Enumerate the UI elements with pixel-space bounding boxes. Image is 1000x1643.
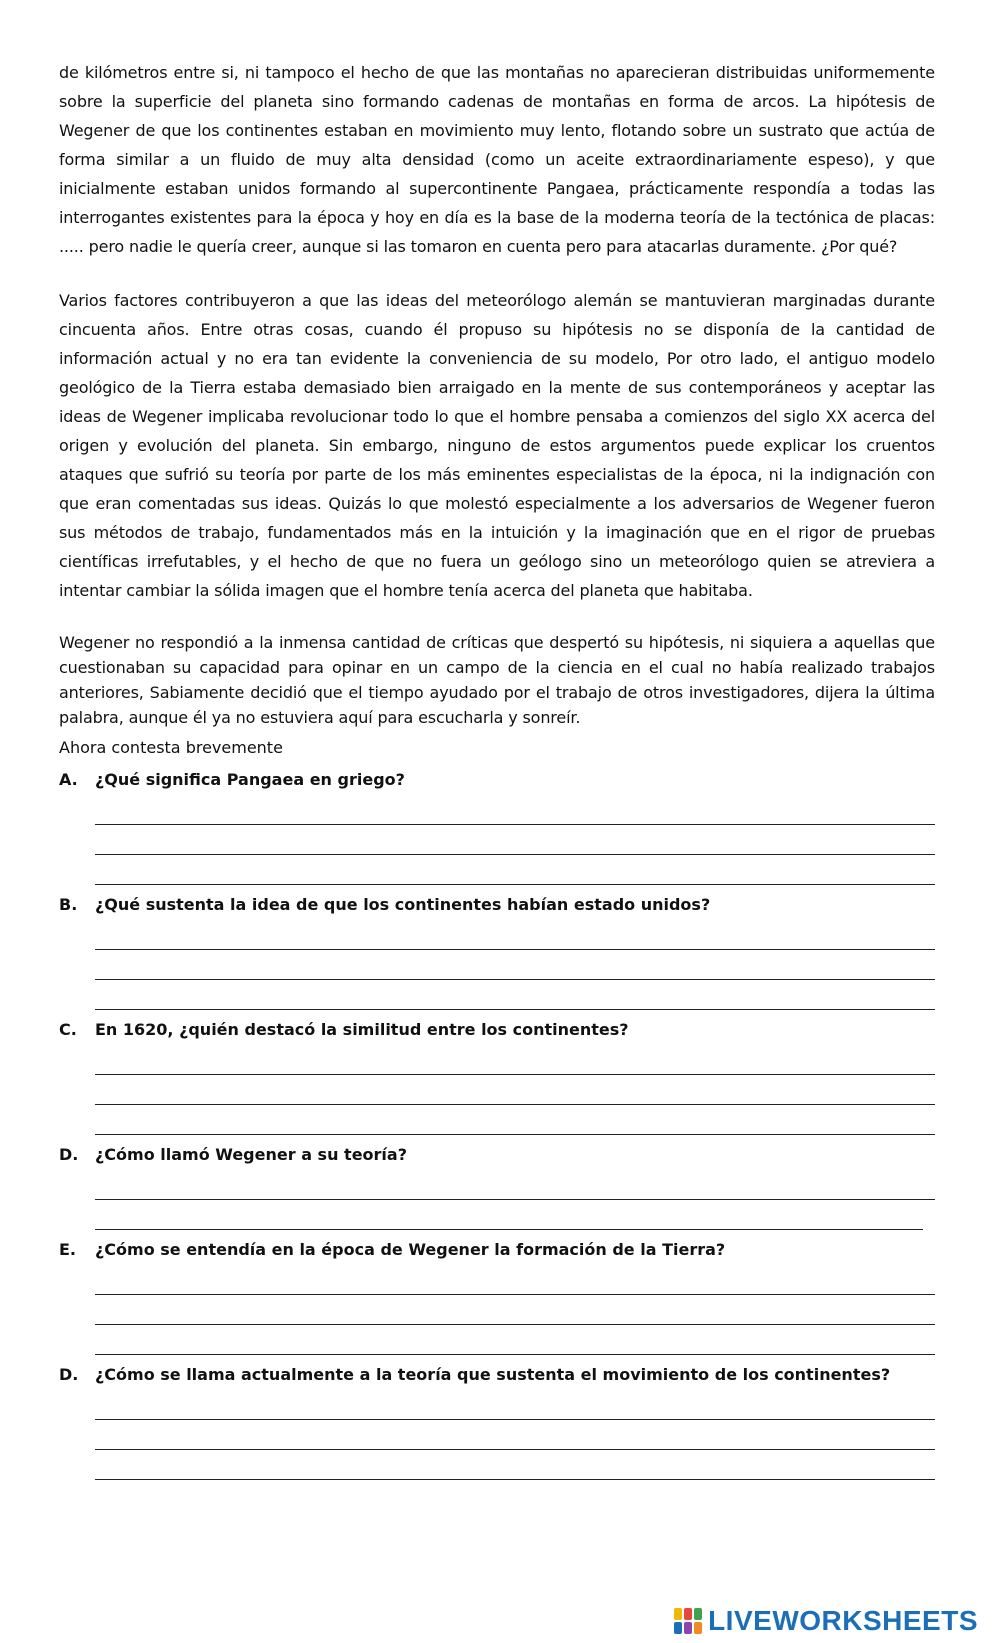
question-letter: D. xyxy=(59,1365,79,1384)
answer-line[interactable] xyxy=(95,1075,935,1105)
answer-line[interactable] xyxy=(95,980,935,1010)
question-d xyxy=(59,1143,935,1230)
question-text: ¿Cómo llamó Wegener a su teoría? xyxy=(95,1145,407,1164)
worksheet-page xyxy=(59,58,935,1480)
question-e xyxy=(59,1238,935,1355)
question-a xyxy=(59,768,935,885)
answer-line[interactable] xyxy=(95,1200,923,1230)
question-text: En 1620, ¿quién destacó la similitud entre los continentes? xyxy=(95,1020,629,1039)
question-c xyxy=(59,1018,935,1135)
question-text: ¿Cómo se entendía en la época de Wegener la formación de la Tierra? xyxy=(95,1240,726,1259)
answer-line[interactable] xyxy=(95,1167,935,1200)
question-letter: C. xyxy=(59,1020,77,1039)
paragraph-2: Varios factores contribuyeron a que las ideas del meteorólogo alemán se mantuvieran marginadas durante cincuenta años. Entre otras cosas, cuando él propuso su hipótesis no se disponía de la cantidad de información actual y no era tan evidente la conveniencia de su modelo, Por otro lado, el antiguo modelo geológico de la Tierra estaba demasiado bien arraigado en la mente de sus contemporáneos y aceptar las ideas de Wegener implicaba revolucionar todo lo que el hombre pensaba a comienzos del siglo XX acerca del origen y evolución del planeta. Sin embargo, ninguno de estos argumentos puede explicar los cruentos ataques que sufrió su teoría por parte de los más eminentes especialistas de la época, ni la indignación con que eran comentadas sus ideas. Quizás lo que molestó especialmente a los adversarios de Wegener fueron sus métodos de trabajo, fundamentados más en la intuición y la imaginación que en el rigor de pruebas científicas irrefutables, y el hecho de que no fuera un geólogo sino un meteorólogo quien se atreviera a intentar cambiar la sólida imagen que el hombre tenía acerca del planeta que habitaba. xyxy=(59,291,935,600)
question-b xyxy=(59,893,935,1010)
paragraph-3: Wegener no respondió a la inmensa cantidad de críticas que despertó su hipótesis, ni siquiera a aquellas que cuestionaban su capacidad para opinar en un campo de la ciencia en el cual no había realizado trabajos anteriores, Sabiamente decidió que el tiempo ayudado por el trabajo de otros investigadores, dijera la última palabra, aunque él ya no estuviera aquí para escucharla y sonreír. xyxy=(59,633,935,727)
answer-line[interactable] xyxy=(95,1325,935,1355)
answer-line[interactable] xyxy=(95,1420,935,1450)
answer-line[interactable] xyxy=(95,825,935,855)
answer-line[interactable] xyxy=(95,855,935,885)
answer-line[interactable] xyxy=(95,792,935,825)
instructions: Ahora contesta brevemente xyxy=(59,738,283,757)
answer-line[interactable] xyxy=(95,1387,935,1420)
question-heading xyxy=(59,1018,935,1042)
question-text: ¿Cómo se llama actualmente a la teoría que sustenta el movimiento de los continentes? xyxy=(95,1365,891,1384)
question-letter: B. xyxy=(59,895,78,914)
question-f xyxy=(59,1363,935,1480)
question-heading xyxy=(59,1238,935,1262)
liveworksheets-logo-icon xyxy=(674,1608,702,1634)
question-heading xyxy=(59,768,935,792)
question-heading xyxy=(59,893,935,917)
answer-line[interactable] xyxy=(95,917,935,950)
answer-line[interactable] xyxy=(95,1105,935,1135)
answer-line[interactable] xyxy=(95,1042,935,1075)
question-letter: E. xyxy=(59,1240,77,1259)
logo-text: LIVEWORKSHEETS xyxy=(708,1605,978,1636)
question-letter: A. xyxy=(59,770,78,789)
answer-line[interactable] xyxy=(95,1262,935,1295)
question-heading xyxy=(59,1143,935,1167)
liveworksheets-logo[interactable] xyxy=(674,1605,978,1637)
question-text: ¿Qué significa Pangaea en griego? xyxy=(95,770,405,789)
answer-line[interactable] xyxy=(95,1295,935,1325)
question-text: ¿Qué sustenta la idea de que los continentes habían estado unidos? xyxy=(95,895,711,914)
answer-line[interactable] xyxy=(95,1450,935,1480)
question-heading xyxy=(59,1363,935,1387)
paragraph-1: de kilómetros entre si, ni tampoco el hecho de que las montañas no aparecieran distribuidas uniformemente sobre la superficie del planeta sino formando cadenas de montañas en forma de arcos. La hipótesis de Wegener de que los continentes estaban en movimiento muy lento, flotando sobre un sustrato que actúa de forma similar a un fluido de muy alta densidad (como un aceite extraordinariamente espeso), y que inicialmente estaban unidos formando al supercontinente Pangaea, prácticamente respondía a todas las interrogantes existentes para la época y hoy en día es la base de la moderna teoría de la tectónica de placas: ..... pero nadie le quería creer, aunque si las tomaron en cuenta pero para atacarlas duramente. ¿Por qué? xyxy=(59,63,935,256)
answer-line[interactable] xyxy=(95,950,935,980)
question-letter: D. xyxy=(59,1145,79,1164)
